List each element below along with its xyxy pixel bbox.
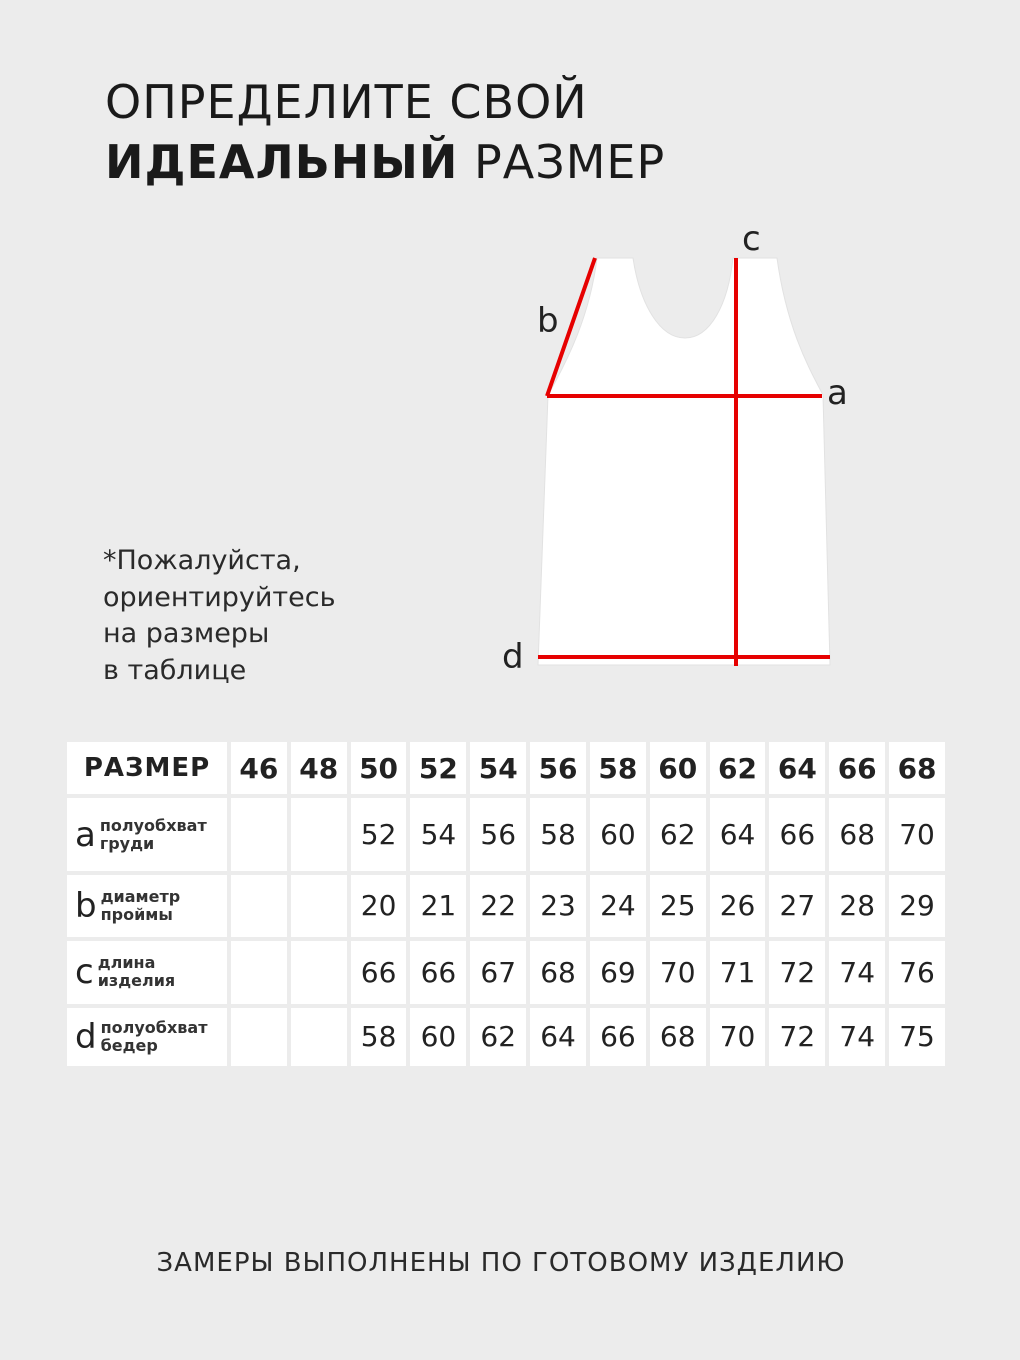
table-cell: 23 — [530, 875, 586, 937]
table-cell: 66 — [410, 941, 466, 1003]
table-cell: 67 — [470, 941, 526, 1003]
table-cell: 74 — [829, 1008, 885, 1066]
size-header-cell: 68 — [889, 742, 945, 794]
table-cell: 20 — [351, 875, 407, 937]
size-note — [103, 543, 336, 689]
title-line-1: ОПРЕДЕЛИТЕ СВОЙ — [105, 75, 588, 129]
table-cell: 54 — [410, 798, 466, 870]
measure-label-c: c — [742, 219, 761, 259]
title-rest-word: РАЗМЕР — [474, 135, 666, 189]
table-cell: 24 — [590, 875, 646, 937]
table-cell — [231, 875, 287, 937]
table-cell: 22 — [470, 875, 526, 937]
measure-label-a: a — [827, 373, 848, 413]
table-cell: 56 — [470, 798, 526, 870]
table-row — [67, 798, 945, 870]
table-cell: 28 — [829, 875, 885, 937]
table-cell: 74 — [829, 941, 885, 1003]
row-letter: c — [75, 952, 94, 993]
table-cell: 69 — [590, 941, 646, 1003]
table-row — [67, 941, 945, 1003]
note-line: ориентируйтесь — [103, 581, 336, 613]
row-desc: длина — [97, 953, 156, 973]
row-label-a — [67, 798, 227, 870]
table-row — [67, 875, 945, 937]
table-cell: 29 — [889, 875, 945, 937]
table-cell: 26 — [710, 875, 766, 937]
row-letter: a — [75, 814, 96, 855]
table-cell: 66 — [769, 798, 825, 870]
table-cell: 75 — [889, 1008, 945, 1066]
table-cell: 21 — [410, 875, 466, 937]
table-cell — [291, 875, 347, 937]
table-row — [67, 1008, 945, 1066]
size-table — [63, 738, 949, 1070]
note-line: на размеры — [103, 618, 270, 649]
table-cell: 62 — [650, 798, 706, 870]
table-cell: 68 — [650, 1008, 706, 1066]
table-cell: 72 — [769, 1008, 825, 1066]
table-cell — [231, 941, 287, 1003]
size-header-cell: 46 — [231, 742, 287, 794]
title-bold-word: ИДЕАЛЬНЫЙ — [105, 135, 459, 189]
table-cell: 64 — [530, 1008, 586, 1066]
size-header-cell: 52 — [410, 742, 466, 794]
row-desc: полуобхват — [100, 1017, 208, 1037]
table-header-row — [67, 742, 945, 794]
footer-note: ЗАМЕРЫ ВЫПОЛНЕНЫ ПО ГОТОВОМУ ИЗДЕЛИЮ — [156, 1248, 846, 1278]
row-desc: груди — [99, 833, 155, 853]
table-cell: 58 — [351, 1008, 407, 1066]
row-desc: проймы — [100, 904, 173, 924]
size-header-text: РАЗМЕР — [83, 753, 211, 784]
table-cell: 62 — [470, 1008, 526, 1066]
table-cell — [291, 941, 347, 1003]
table-cell: 70 — [650, 941, 706, 1003]
table-cell — [231, 798, 287, 870]
size-header-label — [67, 742, 227, 794]
size-header-cell: 50 — [351, 742, 407, 794]
size-header-cell: 54 — [470, 742, 526, 794]
table-cell: 27 — [769, 875, 825, 937]
table-cell: 60 — [410, 1008, 466, 1066]
measure-label-d: d — [502, 637, 524, 677]
table-cell: 66 — [590, 1008, 646, 1066]
table-cell: 68 — [530, 941, 586, 1003]
row-letter: d — [75, 1016, 97, 1057]
table-cell: 70 — [710, 1008, 766, 1066]
size-header-cell: 64 — [769, 742, 825, 794]
note-line: *Пожалуйста, — [103, 545, 301, 576]
table-cell: 76 — [889, 941, 945, 1003]
measure-label-b: b — [537, 301, 559, 341]
row-letter: b — [75, 885, 97, 926]
size-header-cell: 58 — [590, 742, 646, 794]
size-header-cell: 56 — [530, 742, 586, 794]
table-cell: 70 — [889, 798, 945, 870]
row-label-b — [67, 875, 227, 937]
table-cell: 71 — [710, 941, 766, 1003]
table-cell: 72 — [769, 941, 825, 1003]
tank-top-diagram — [490, 210, 860, 680]
table-cell: 52 — [351, 798, 407, 870]
table-cell — [231, 1008, 287, 1066]
row-desc: диаметр — [100, 886, 181, 906]
table-cell: 66 — [351, 941, 407, 1003]
row-desc: полуобхват — [99, 815, 207, 835]
table-cell: 58 — [530, 798, 586, 870]
size-header-cell: 62 — [710, 742, 766, 794]
size-header-cell: 66 — [829, 742, 885, 794]
table-cell — [291, 1008, 347, 1066]
size-header-cell: 48 — [291, 742, 347, 794]
row-label-d — [67, 1008, 227, 1066]
row-desc: бедер — [100, 1035, 158, 1055]
table-cell — [291, 798, 347, 870]
table-cell: 64 — [710, 798, 766, 870]
table-cell: 60 — [590, 798, 646, 870]
row-label-c — [67, 941, 227, 1003]
note-line: в таблице — [103, 654, 247, 686]
table-cell: 68 — [829, 798, 885, 870]
page-title — [105, 72, 665, 192]
title-line-2 — [105, 132, 665, 192]
tank-top-shape — [538, 258, 830, 665]
size-header-cell: 60 — [650, 742, 706, 794]
row-desc: изделия — [97, 971, 176, 991]
table-cell: 25 — [650, 875, 706, 937]
